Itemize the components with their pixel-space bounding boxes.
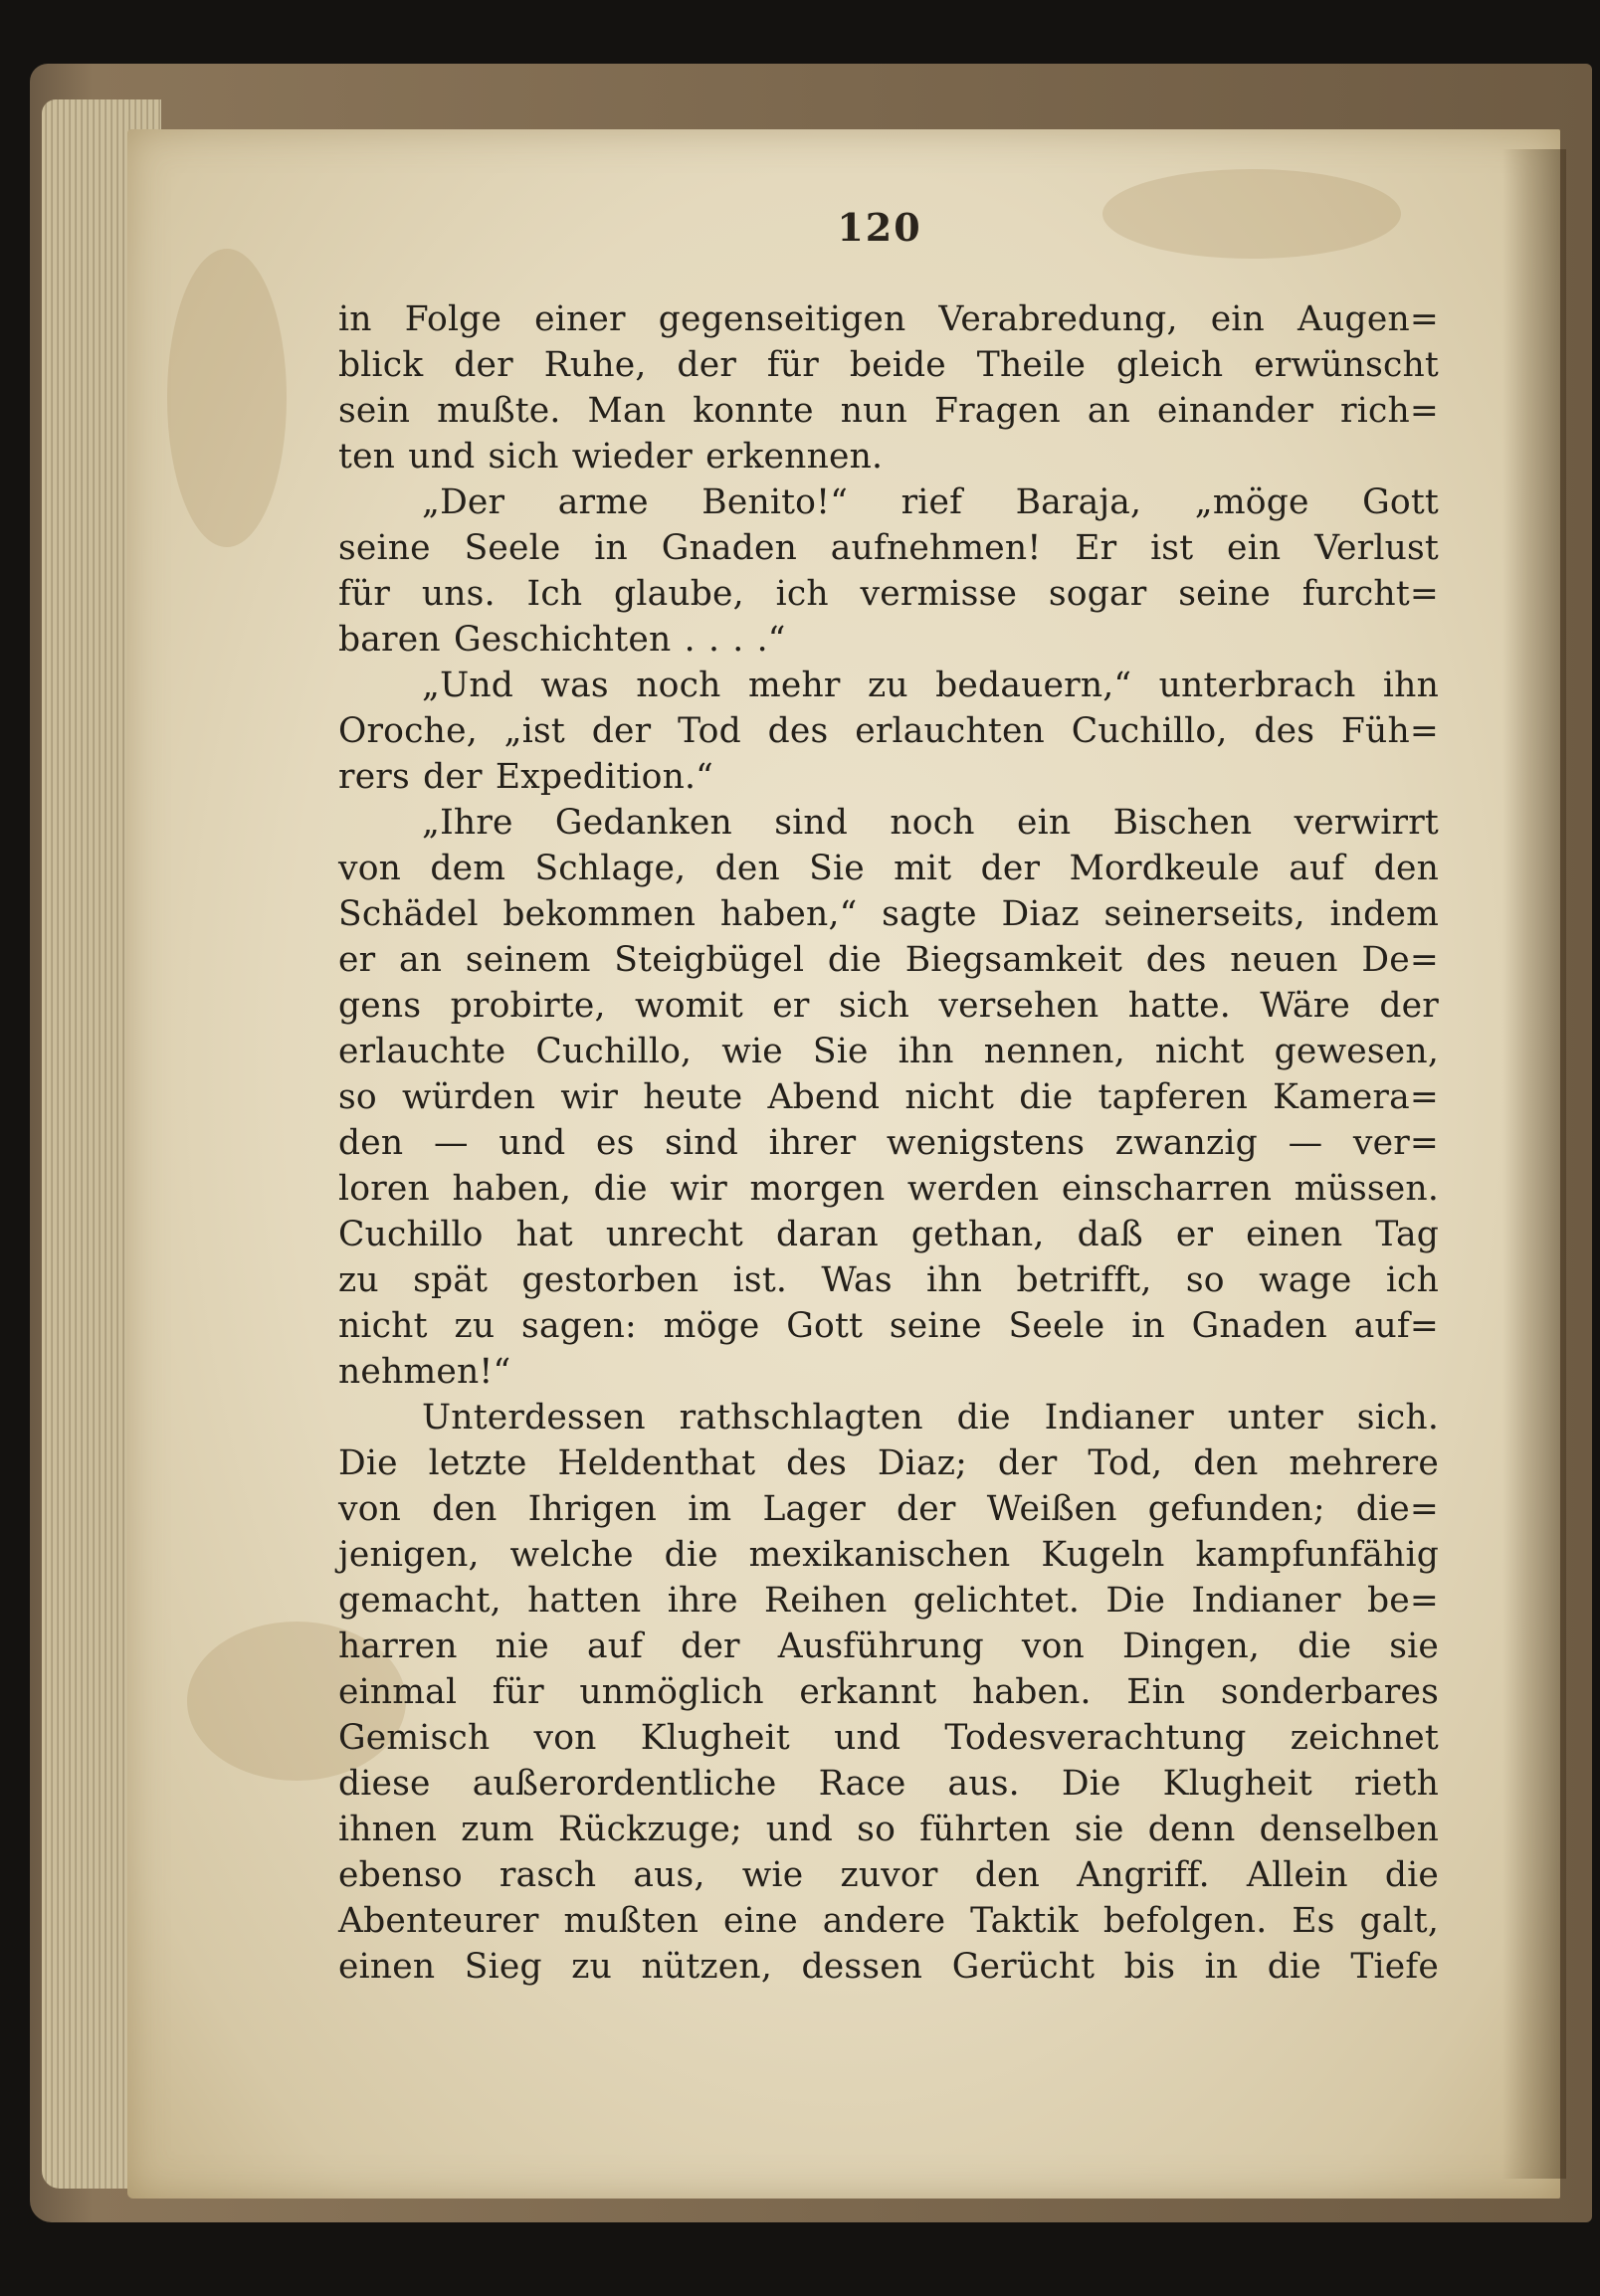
text-line: Abenteurer mußten eine andere Taktik befolgen. Es galt, [338,1901,1439,1941]
text-line: einen Sieg zu nützen, dessen Gerücht bis in die Tiefe [338,1947,1439,1987]
page-number: 120 [837,205,922,250]
paper-stain [167,249,287,547]
text-line: sein mußte. Man konnte nun Fragen an einander rich= [338,391,1439,431]
text-line: einmal für unmöglich erkannt haben. Ein sonderbares [338,1672,1439,1712]
text-line: er an seinem Steigbügel die Biegsamkeit des neuen De= [338,940,1439,980]
text-line: baren Geschichten . . . .“ [338,620,786,660]
text-line: gens probirte, womit er sich versehen hatte. Wäre der [338,986,1439,1026]
text-line: ten und sich wieder erkennen. [338,437,884,477]
text-line: Cuchillo hat unrecht daran gethan, daß er einen Tag [338,1215,1439,1254]
text-line: jenigen, welche die mexikanischen Kugeln kampfunfähig [338,1535,1439,1575]
text-line: von dem Schlage, den Sie mit der Mordkeule auf den [338,849,1439,888]
facing-page-gutter [1502,149,1566,2179]
text-line: nehmen!“ [338,1352,511,1392]
body-text [338,296,1439,1990]
text-line: blick der Ruhe, der für beide Theile gleich erwünscht [338,345,1439,385]
text-line: Die letzte Heldenthat des Diaz; der Tod, den mehrere [338,1443,1439,1483]
text-line: nicht zu sagen: möge Gott seine Seele in Gnaden auf= [338,1306,1439,1346]
text-line: „Der arme Benito!“ rief Baraja, „möge Gott [422,482,1439,522]
text-line: „Ihre Gedanken sind noch ein Bischen verwirrt [422,803,1439,843]
text-line: erlauchte Cuchillo, wie Sie ihn nennen, nicht gewesen, [338,1032,1439,1071]
text-line: so würden wir heute Abend nicht die tapferen Kamera= [338,1077,1439,1117]
text-line: „Und was noch mehr zu bedauern,“ unterbrach ihn [422,666,1439,705]
text-line: von den Ihrigen im Lager der Weißen gefunden; die= [338,1489,1439,1529]
text-line: Oroche, „ist der Tod des erlauchten Cuchillo, des Füh= [338,711,1439,751]
text-line: für uns. Ich glaube, ich vermisse sogar seine furcht= [338,574,1439,614]
text-line: Unterdessen rathschlagten die Indianer unter sich. [422,1398,1439,1437]
text-line: gemacht, hatten ihre Reihen gelichtet. Die Indianer be= [338,1581,1439,1621]
text-line: seine Seele in Gnaden aufnehmen! Er ist ein Verlust [338,528,1439,568]
text-line: zu spät gestorben ist. Was ihn betrifft, so wage ich [338,1260,1439,1300]
text-line: loren haben, die wir morgen werden einscharren müssen. [338,1169,1439,1209]
text-line: harren nie auf der Ausführung von Dingen, die sie [338,1626,1439,1666]
text-line: ihnen zum Rückzuge; und so führten sie denn denselben [338,1810,1439,1849]
text-line: den — und es sind ihrer wenigstens zwanzig — ver= [338,1123,1439,1163]
text-line: in Folge einer gegenseitigen Verabredung, ein Augen= [338,299,1439,339]
text-line: ebenso rasch aus, wie zuvor den Angriff. Allein die [338,1855,1439,1895]
text-line: rers der Expedition.“ [338,757,713,797]
text-line: diese außerordentliche Race aus. Die Klugheit rieth [338,1764,1439,1804]
text-line: Schädel bekommen haben,“ sagte Diaz seinerseits, indem [338,894,1439,934]
text-line: Gemisch von Klugheit und Todesverachtung zeichnet [338,1718,1439,1758]
